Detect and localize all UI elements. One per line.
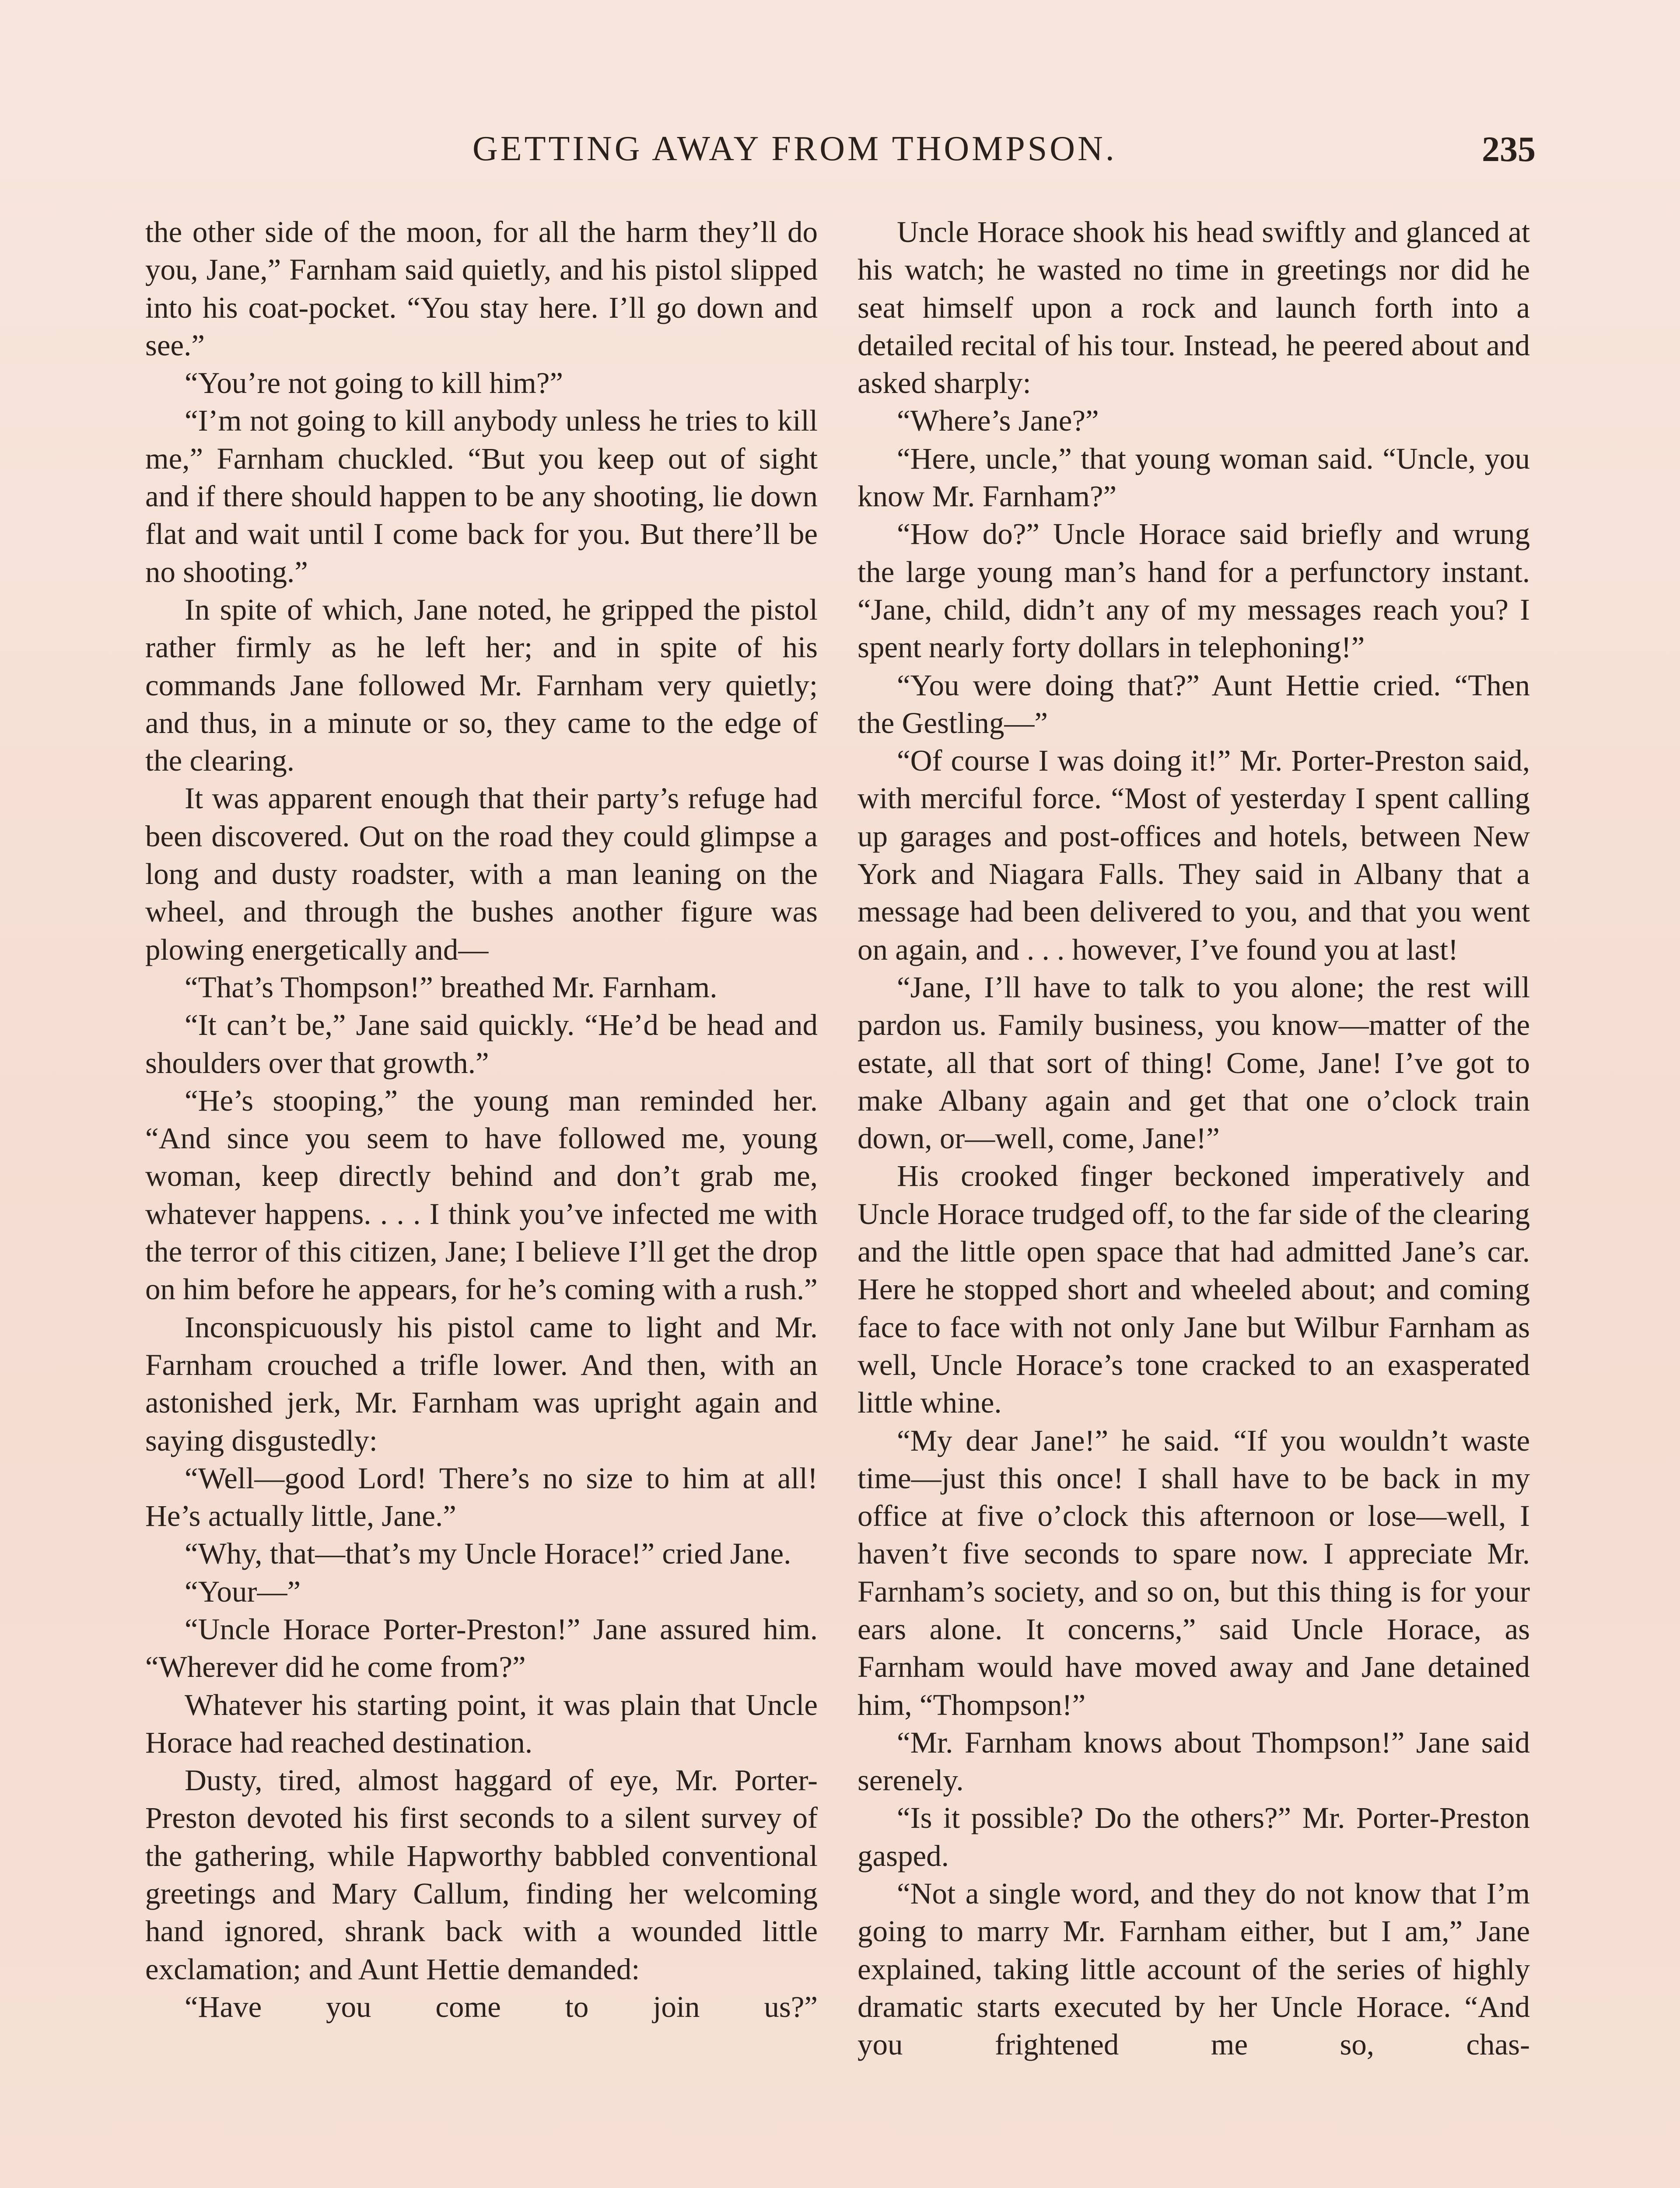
paragraph: “Well—good Lord! There’s no size to him at all! He’s actually little, Jane.” [145, 1461, 818, 1533]
paragraph: In spite of which, Jane noted, he gripped the pistol rather firmly as he left her; and in spite of his commands Jane followed Mr. Farnham very quietly; and thus, in a minute or so, they came to the edge of the clearing. [145, 593, 818, 778]
paragraph: “Where’s Jane?” [897, 404, 1099, 438]
paragraph: Uncle Horace shook his head swiftly and glanced at his watch; he wasted no time in greetings nor did he seat himself upon a rock and launch forth into a detailed recital of his tour. Instead, he peered about and asked sharply: [858, 215, 1530, 400]
paragraph: “Have you come to join us?” [185, 1990, 818, 2023]
paragraph: It was apparent enough that their party’s refuge had been discovered. Out on the road they could glimpse a long and dusty roadster, with a man leaning on the wheel, and through the bushes another figure was plowing energetically and— [145, 782, 818, 966]
page-number: 235 [1482, 129, 1536, 169]
paragraph: “Jane, I’ll have to talk to you alone; the rest will pardon us. Family business, you know—matter of the estate, all that sort of thing! Come, Jane! I’ve got to make Albany again and get that one o’clock train down, or—well, come, Jane!” [858, 970, 1530, 1155]
paragraph: “Uncle Horace Porter-Preston!” Jane assured him. “Wherever did he come from?” [145, 1612, 818, 1684]
paragraph: Dusty, tired, almost haggard of eye, Mr. Porter-Preston devoted his first seconds to a silent survey of the gathering, while Hapworthy babbled conventional greetings and Mary Callum, finding her welcoming hand ignored, shrank back with a wounded little exclamation; and Aunt Hettie demanded: [145, 1764, 818, 1986]
paragraph: “You were doing that?” Aunt Hettie cried. “Then the Gestling—” [858, 668, 1530, 740]
paragraph: “Your—” [185, 1574, 301, 1608]
paragraph: “That’s Thompson!” breathed Mr. Farnham. [185, 970, 718, 1004]
paragraph: “Why, that—that’s my Uncle Horace!” cried Jane. [185, 1537, 791, 1571]
right-column [858, 213, 1530, 2064]
paragraph: “Here, uncle,” that young woman said. “Uncle, you know Mr. Farnham?” [858, 442, 1530, 513]
paragraph: “It can’t be,” Jane said quickly. “He’d be head and shoulders over that growth.” [145, 1008, 818, 1080]
left-column [145, 213, 818, 2026]
paragraph: “Is it possible? Do the others?” Mr. Porter-Preston gasped. [858, 1801, 1530, 1872]
paragraph: “My dear Jane!” he said. “If you wouldn’t waste time—just this once! I shall have to be back in my office at five o’clock this afternoon or lose—well, I haven’t five seconds to spare now. I appreciate Mr. Farnham’s society, and so on, but this thing is for your ears alone. It concerns,” said Uncle Horace, as Farnham would have moved away and Jane detained him, “Thompson!” [858, 1424, 1530, 1722]
paragraph: Inconspicuously his pistol came to light and Mr. Farnham crouched a trifle lower. And then, with an astonished jerk, Mr. Farnham was upright again and saying disgustedly: [145, 1310, 818, 1457]
paragraph: His crooked finger beckoned imperatively and Uncle Horace trudged off, to the far side of the clearing and the little open space that had admitted Jane’s car. Here he stopped short and wheeled about; and coming face to face with not only Jane but Wilbur Farnham as well, Uncle Horace’s tone cracked to an exasperated little whine. [858, 1159, 1530, 1420]
paragraph: “Mr. Farnham knows about Thompson!” Jane said serenely. [858, 1725, 1530, 1797]
running-head: GETTING AWAY FROM THOMPSON. [472, 130, 1117, 168]
paragraph: “I’m not going to kill anybody unless he tries to kill me,” Farnham chuckled. “But you keep out of sight and if there should happen to be any shooting, lie down flat and wait until I come back for you. But there’ll be no shooting.” [145, 404, 818, 589]
paragraph: “He’s stooping,” the young man reminded her. “And since you seem to have followed me, young woman, keep directly behind and don’t grab me, whatever happens. . . . I think you’ve infected me with the terror of this citizen, Jane; I believe I’ll get the drop on him before he appears, for he’s coming with a rush.” [145, 1083, 818, 1306]
paragraph: Whatever his starting point, it was plain that Uncle Horace had reached destination. [145, 1688, 818, 1759]
paragraph: “How do?” Uncle Horace said briefly and wrung the large young man’s hand for a perfunctory instant. “Jane, child, didn’t any of my messages reach you? I spent nearly forty dollars in telephoning!” [858, 517, 1530, 664]
paragraph: “Not a single word, and they do not know that I’m going to marry Mr. Farnham either, but I am,” Jane explained, taking little account of the series of highly dramatic starts executed by her Uncle Horace. “And you frightened me so, chas- [858, 1877, 1530, 2062]
paragraph: “Of course I was doing it!” Mr. Porter-Preston said, with merciful force. “Most of yesterday I spent calling up garages and post-offices and hotels, between New York and Niagara Falls. They said in Albany that a message had been delivered to you, and that you went on again, and . . . however, I’ve found you at last! [858, 744, 1530, 966]
paragraph: the other side of the moon, for all the harm they’ll do you, Jane,” Farnham said quietly, and his pistol slipped into his coat-pocket. “You stay here. I’ll go down and see.” [145, 215, 818, 362]
paragraph: “You’re not going to kill him?” [185, 366, 563, 400]
